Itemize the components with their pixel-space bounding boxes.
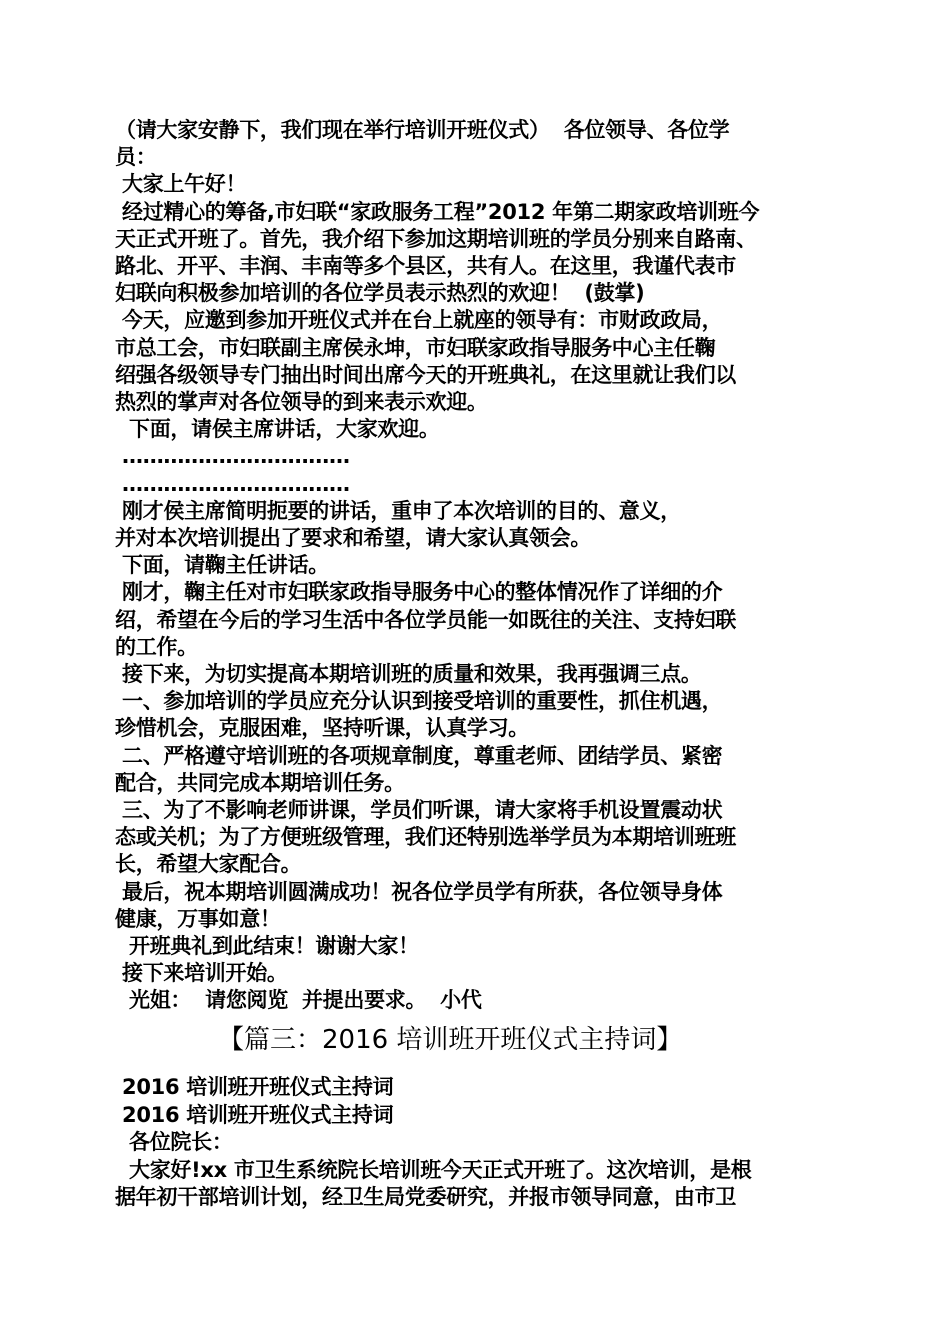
text-line: （请大家安静下，我们现在举行培训开班仪式） 各位领导、各位学 — [115, 118, 730, 142]
text-line: …………………………… — [115, 444, 350, 469]
text-line: 一、参加培训的学员应充分认识到接受培训的重要性，抓住机遇， — [115, 689, 723, 714]
text-line: 2016 培训班开班仪式主持词 — [115, 1075, 394, 1099]
text-line: 大家好!xx 市卫生系统院长培训班今天正式开班了。这次培训，是根 — [115, 1157, 752, 1182]
text-line: 并对本次培训提出了要求和希望，请大家认真领会。 — [115, 526, 592, 550]
text-line: 二、严格遵守培训班的各项规章制度，尊重老师、团结学员、紧密 — [115, 743, 723, 768]
text-line: 天正式开班了。首先，我介绍下参加这期培训班的学员分别来自路南、 — [115, 226, 757, 251]
text-line: 据年初干部培训计划，经卫生局党委研究，并报市领导同意，由市卫 — [115, 1185, 736, 1209]
text-line: 长，希望大家配合。 — [115, 852, 302, 877]
text-line: 接下来，为切实提高本期培训班的质量和效果，我再强调三点。 — [115, 662, 702, 686]
text-line: 各位院长： — [115, 1130, 233, 1154]
text-line: 经过精心的筹备,市妇联“家政服务工程”2012 年第二期家政培训班今 — [115, 199, 760, 224]
text-line: 健康，万事如意！ — [115, 906, 281, 931]
text-line: 绍，希望在今后的学习生活中各位学员能一如既往的关注、支持妇联 — [115, 607, 736, 632]
text-line: 刚才侯主席简明扼要的讲话，重申了本次培训的目的、意义， — [115, 498, 681, 523]
text-line: 珍惜机会，克服困难，坚持听课，认真学习。 — [115, 716, 529, 741]
text-line: 态或关机；为了方便班级管理，我们还特别选举学员为本期培训班班 — [115, 825, 736, 850]
text-line: 市总工会，市妇联副主席侯永坤，市妇联家政指导服务中心主任鞠 — [115, 335, 716, 360]
text-line: 2016 培训班开班仪式主持词 — [115, 1102, 394, 1127]
text-line: 下面，请鞠主任讲话。 — [115, 553, 330, 578]
text-line: 配合，共同完成本期培训任务。 — [115, 770, 405, 795]
text-line: 员： — [115, 145, 157, 170]
text-line: 妇联向积极参加培训的各位学员表示热烈的欢迎！ (鼓掌) — [115, 281, 645, 306]
text-line: 开班典礼到此结束！谢谢大家！ — [115, 934, 419, 958]
text-line: …………………………… — [115, 471, 350, 496]
text-line: 今天，应邀到参加开班仪式并在台上就座的领导有：市财政政局， — [115, 308, 723, 333]
text-line: 接下来培训开始。 — [115, 961, 288, 986]
text-line: 热烈的掌声对各位领导的到来表示欢迎。 — [115, 390, 488, 414]
text-line: 绍强各级领导专门抽出时间出席今天的开班典礼，在这里就让我们以 — [115, 362, 736, 387]
text-line: 路北、开平、丰润、丰南等多个县区，共有人。在这里，我谨代表市 — [115, 254, 736, 278]
text-line: 下面，请侯主席讲话，大家欢迎。 — [115, 417, 440, 442]
text-line: 三、为了不影响老师讲课，学员们听课，请大家将手机设置震动状 — [115, 798, 723, 822]
text-line: 的工作。 — [115, 634, 198, 659]
text-line: 光姐： 请您阅览 并提出要求。 小代 — [115, 988, 482, 1013]
text-line: 刚才，鞠主任对市妇联家政指导服务中心的整体情况作了详细的介 — [115, 580, 723, 605]
text-line: 最后，祝本期培训圆满成功！祝各位学员学有所获，各位领导身体 — [115, 879, 723, 904]
section-heading: 【篇三：2016 培训班开班仪式主持词】 — [218, 1025, 683, 1055]
text-line: 大家上午好！ — [115, 172, 247, 197]
